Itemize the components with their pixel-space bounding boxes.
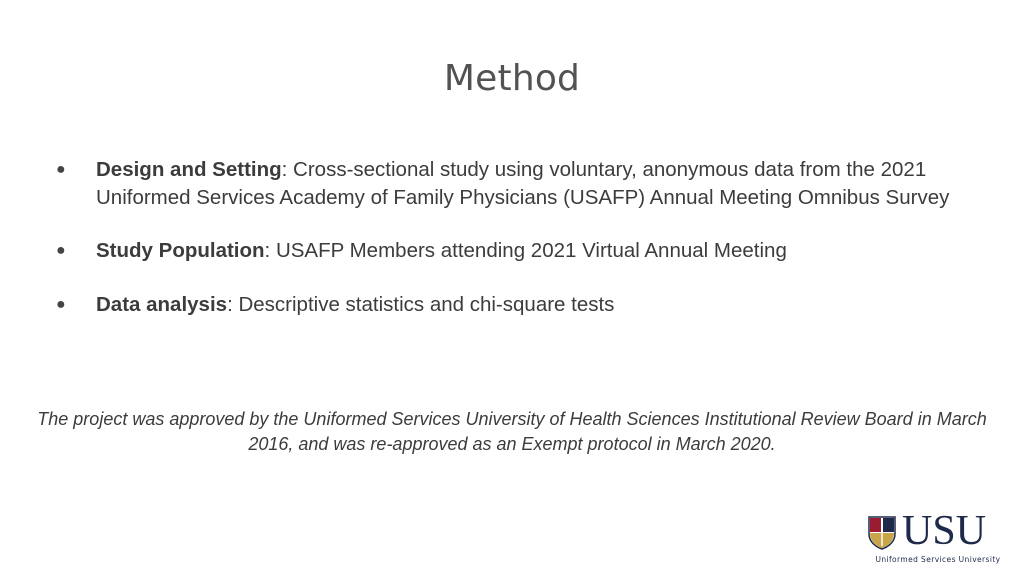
usu-shield-icon <box>868 516 896 550</box>
bullet-term: Data analysis <box>96 292 228 316</box>
bullet-text: : Descriptive statistics and chi-square tests <box>227 292 615 316</box>
bullet-text: : Cross-sectional study using voluntary, anonymous data from the 2021 Uniformed Services Academy of Family Physicians (USAFP) Annual Meeting Omnibus Survey <box>96 158 950 209</box>
irb-approval-note: The project was approved by the Uniformed Services University of Health Sciences Institutional Review Board in March 2016, and was re-approved as an Exempt protocol in March 2020. <box>37 409 987 454</box>
usu-subtitle: Uniformed Services University <box>875 555 1001 564</box>
bullet-list <box>56 156 956 344</box>
bullet-design-setting <box>56 156 956 211</box>
bullet-term: Study Population <box>96 239 265 262</box>
bullet-dot: ● <box>56 295 66 313</box>
bullet-text: : USAFP Members attending 2021 Virtual Annual Meeting <box>264 239 787 262</box>
usu-logo <box>868 508 1008 568</box>
bullet-dot: ● <box>56 161 66 178</box>
slide-title: Method <box>443 58 581 99</box>
usu-wordmark: USU <box>902 508 987 554</box>
bullet-study-population <box>56 237 956 265</box>
bullet-dot: ● <box>56 242 66 259</box>
bullet-data-analysis <box>56 291 956 319</box>
bullet-term: Design and Setting <box>96 158 282 181</box>
